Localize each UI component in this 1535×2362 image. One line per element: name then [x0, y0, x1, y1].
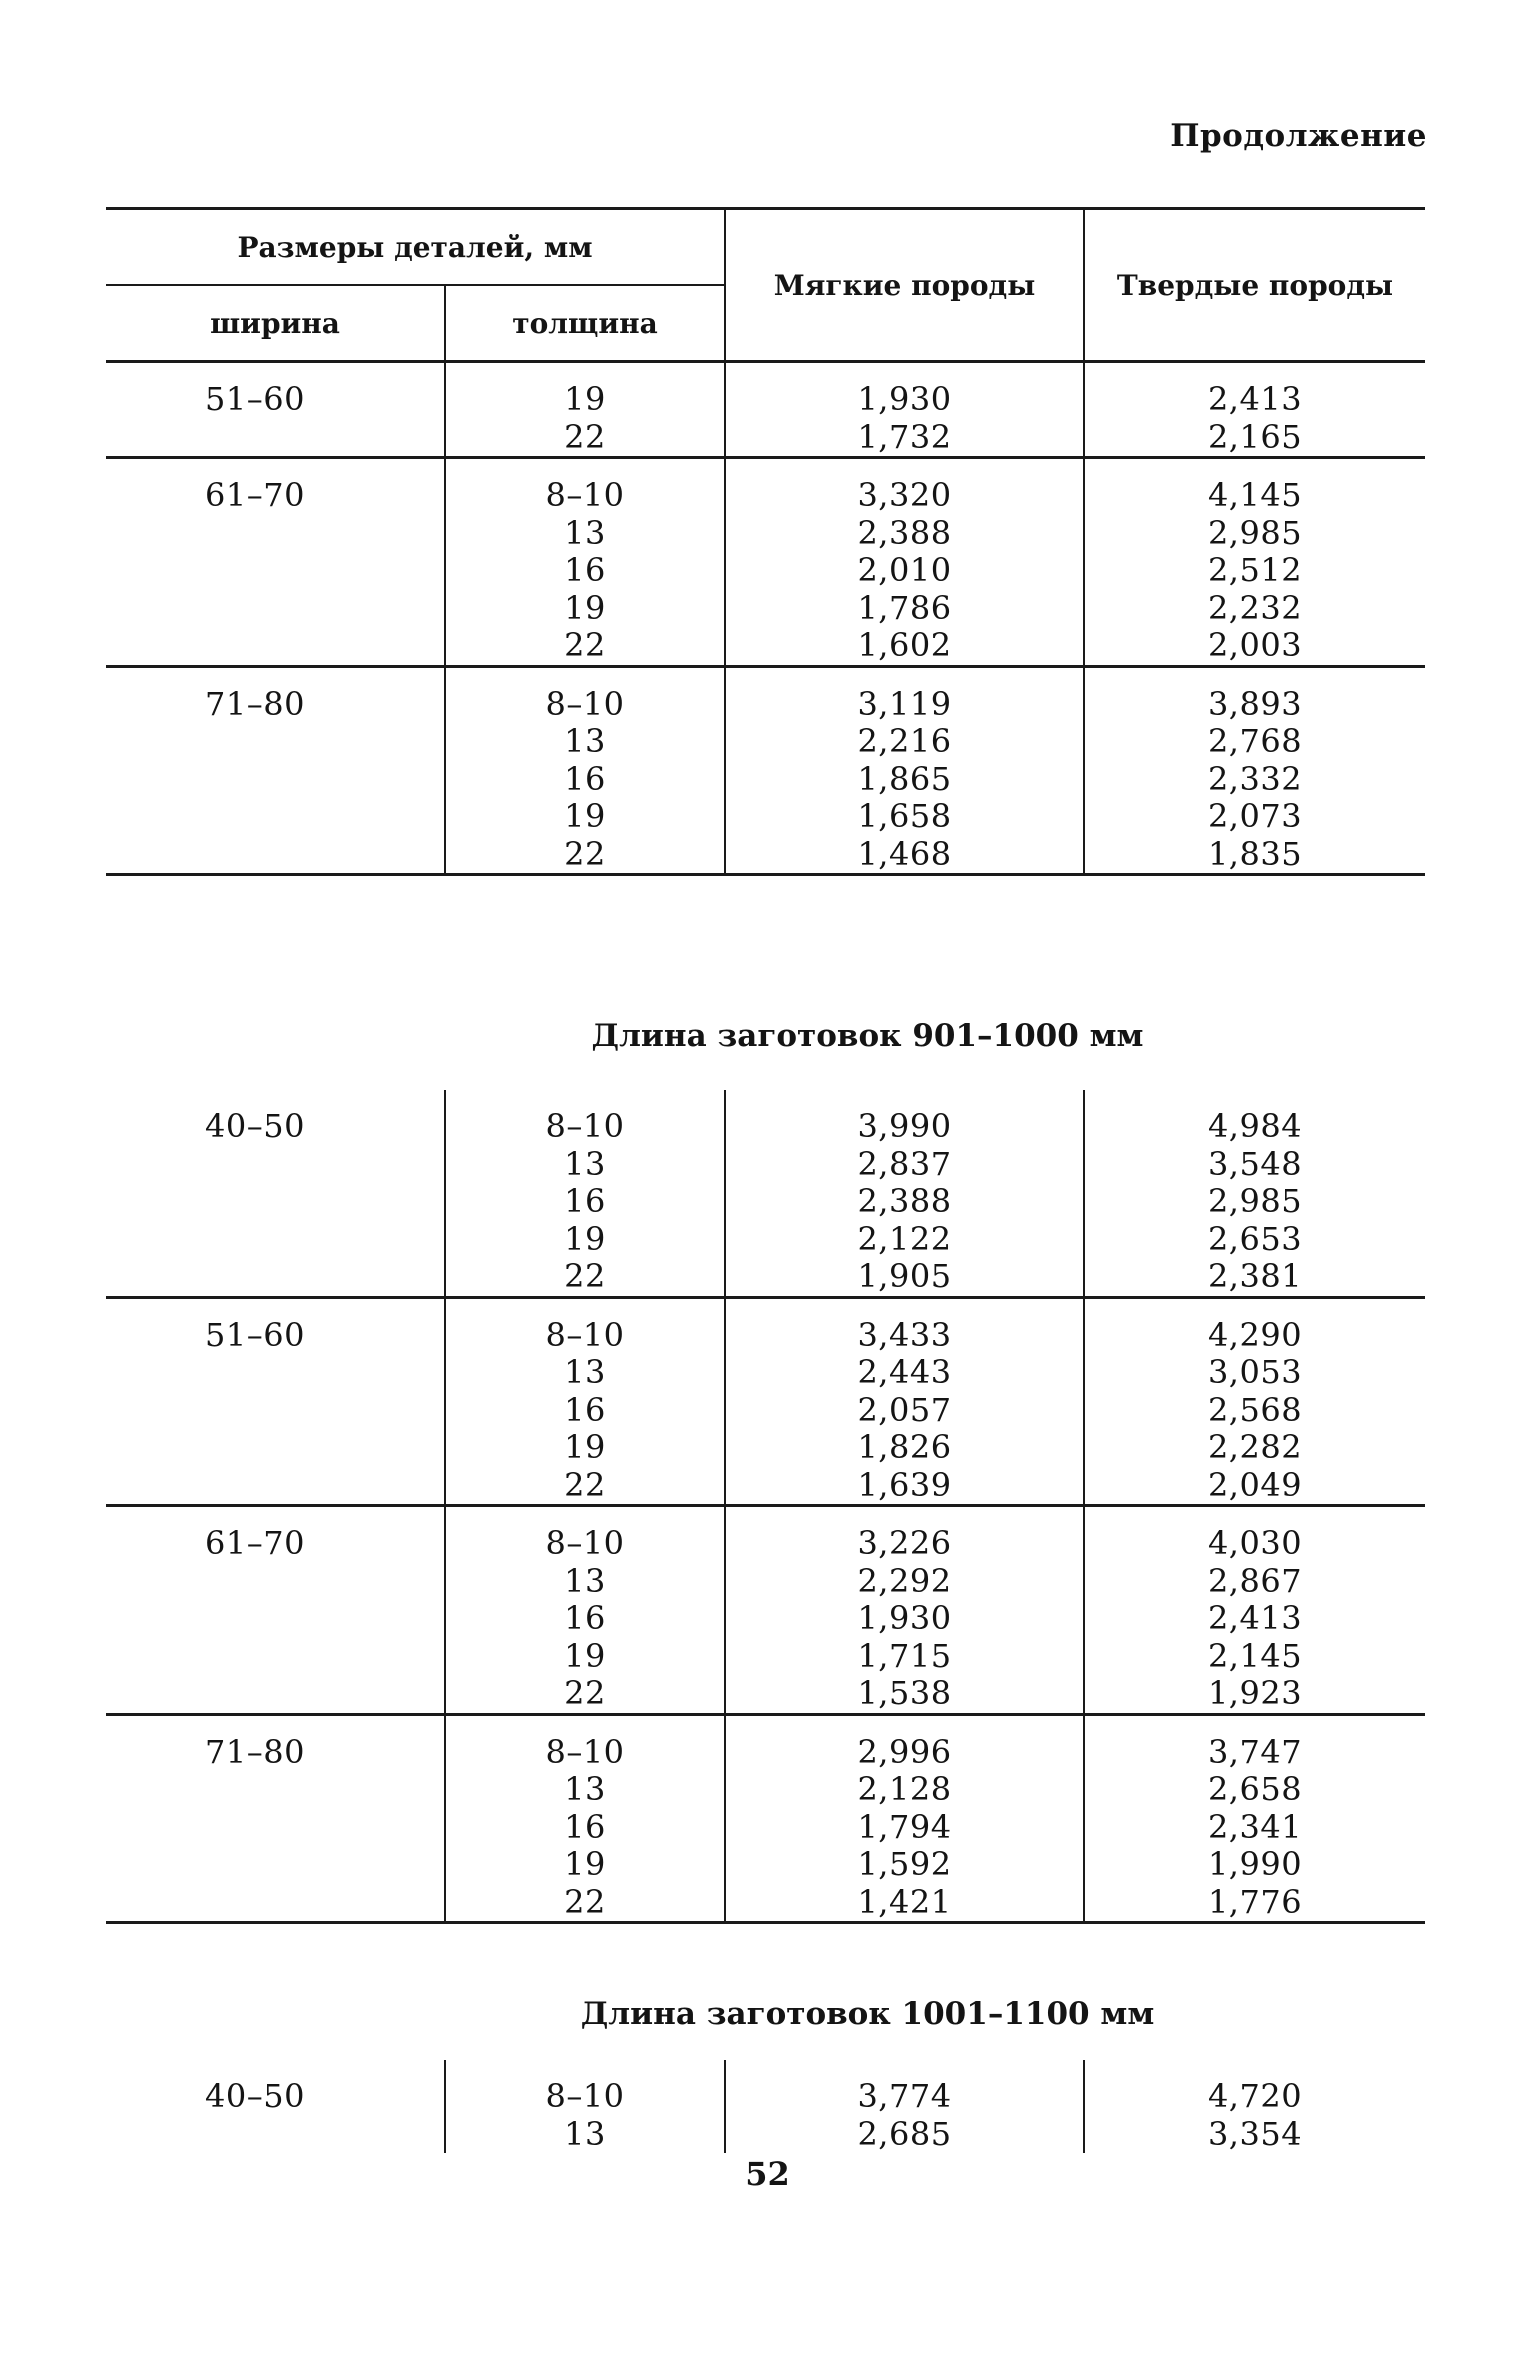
thickness-cell: 8–10 13 16 19 22	[445, 1714, 725, 1923]
table-901-1000	[106, 1090, 1425, 1924]
thickness-cell: 8–10 13 16 19 22	[445, 1090, 725, 1297]
width-cell: 71–80	[106, 666, 445, 875]
table-row	[106, 362, 1425, 458]
soft-cell: 3,433 2,443 2,057 1,826 1,639	[725, 1297, 1084, 1506]
header-width: ширина	[106, 285, 445, 362]
table-1001-1100	[106, 2060, 1425, 2153]
soft-cell: 3,320 2,388 2,010 1,786 1,602	[725, 458, 1084, 667]
hard-cell: 4,290 3,053 2,568 2,282 2,049	[1207, 1315, 1303, 1504]
header-hard: Твердые породы	[1084, 209, 1425, 362]
table-row	[106, 1297, 1425, 1506]
hard-cell: 3,747 2,658 2,341 1,990 1,776	[1207, 1732, 1303, 1921]
header-soft: Мягкие породы	[725, 209, 1084, 362]
table-top	[106, 207, 1425, 876]
page-number: 52	[745, 2155, 790, 2193]
hard-cell: 4,720 3,354	[1207, 2077, 1303, 2153]
soft-cell: 3,119 2,216 1,865 1,658 1,468	[725, 666, 1084, 875]
thickness-cell: 8–10 13 16 19 22	[445, 1506, 725, 1715]
thickness-cell: 8–10 13 16 19 22	[445, 666, 725, 875]
table-row	[106, 1714, 1425, 1923]
hard-cell: 4,030 2,867 2,413 2,145 1,923	[1207, 1524, 1303, 1712]
header-thickness: толщина	[445, 285, 725, 362]
soft-cell: 3,990 2,837 2,388 2,122 1,905	[725, 1090, 1084, 1297]
width-cell: 40–50	[106, 1090, 445, 1297]
width-cell: 61–70	[106, 1506, 445, 1715]
hard-cell: 4,984 3,548 2,985 2,653 2,381	[1207, 1107, 1303, 1295]
width-cell: 71–80	[106, 1714, 445, 1923]
width-cell: 40–50	[106, 2060, 445, 2153]
hard-cell: 2,413 2,165	[1207, 380, 1303, 456]
section-caption-1001: Длина заготовок 1001–1100 мм	[580, 1996, 1155, 2032]
thickness-cell: 8–10 13 16 19 22	[445, 458, 725, 667]
soft-cell: 2,996 2,128 1,794 1,592 1,421	[725, 1714, 1084, 1923]
table-row	[106, 1090, 1425, 1297]
section-caption-901: Длина заготовок 901–1000 мм	[591, 1018, 1144, 1054]
header-sizes: Размеры деталей, мм	[106, 209, 725, 286]
soft-cell: 3,774 2,685	[725, 2060, 1084, 2153]
soft-cell: 1,930 1,732	[725, 362, 1084, 458]
width-cell: 61–70	[106, 458, 445, 667]
table-row	[106, 1506, 1425, 1715]
table-row	[106, 666, 1425, 875]
hard-cell: 3,893 2,768 2,332 2,073 1,835	[1207, 684, 1303, 873]
table-row	[106, 458, 1425, 667]
thickness-cell: 8–10 13	[445, 2060, 725, 2153]
thickness-cell: 8–10 13 16 19 22	[445, 1297, 725, 1506]
table-row	[106, 2060, 1425, 2153]
width-cell: 51–60	[106, 1297, 445, 1506]
hard-cell: 4,145 2,985 2,512 2,232 2,003	[1207, 476, 1303, 664]
soft-cell: 3,226 2,292 1,930 1,715 1,538	[725, 1506, 1084, 1715]
thickness-cell: 19 22	[445, 362, 725, 458]
width-cell: 51–60	[106, 362, 445, 458]
continued-label: Продолжение	[1170, 118, 1427, 154]
